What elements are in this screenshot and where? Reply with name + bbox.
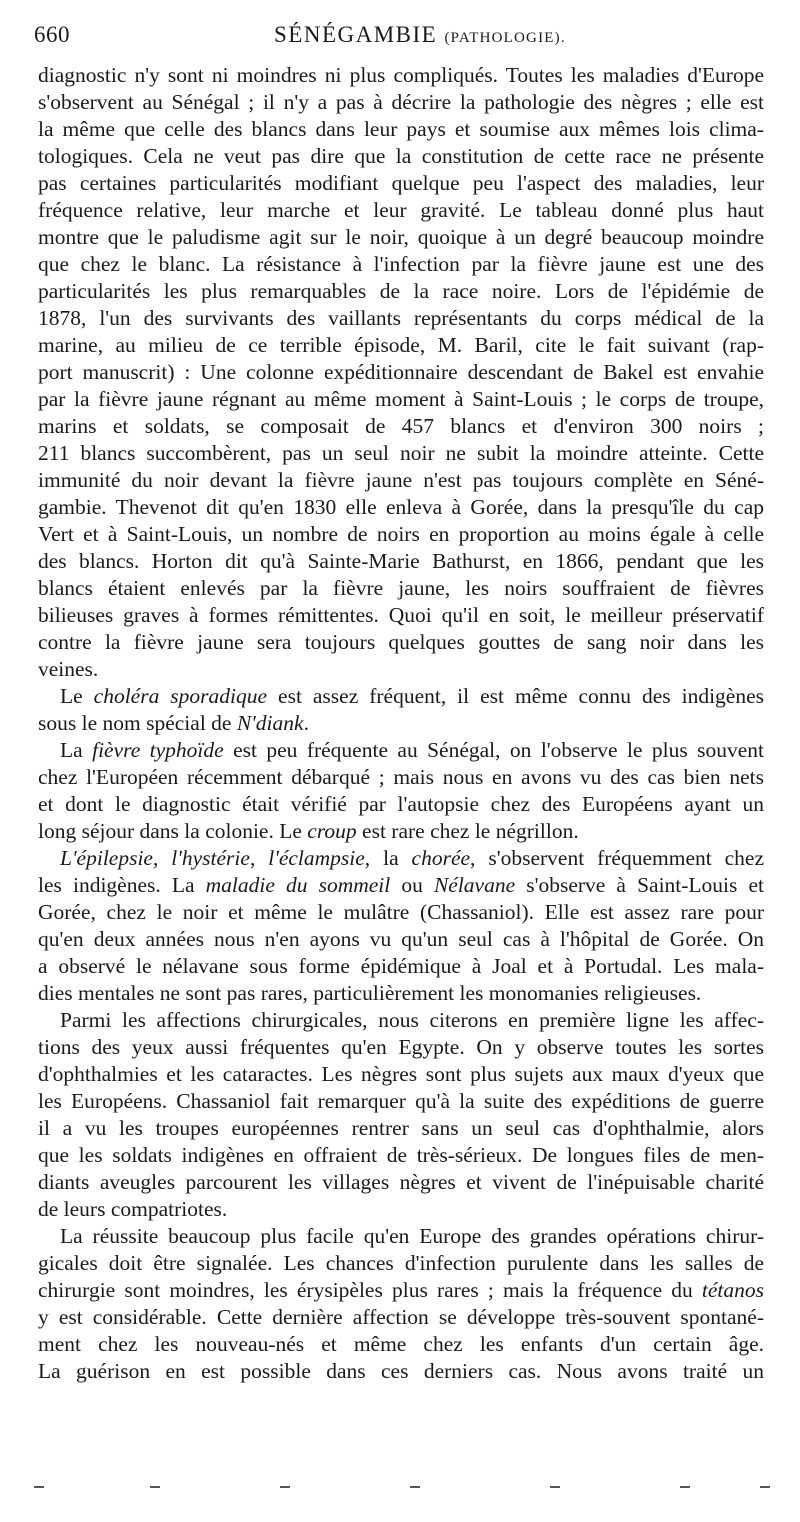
text-line: [38, 980, 764, 1007]
text-line: [38, 305, 764, 332]
text-run: gambie. Thevenot dit qu'en 1830 elle enleva à Gorée, dans la presqu'île du cap: [38, 495, 764, 519]
text-line: [38, 710, 764, 737]
text-line: [38, 386, 764, 413]
text-run: s'observent au Sénégal ; il n'y a pas à décrire la pathologie des nègres ; elle est: [38, 90, 764, 114]
text-line: [38, 62, 764, 89]
text-run: par la fièvre jaune régnant au même moment à Saint-Louis ; le corps de troupe,: [38, 387, 764, 411]
text-line: [38, 818, 764, 845]
italic-term: L'épilepsie: [60, 846, 153, 870]
text-run: est peu fréquente au Sénégal, on l'observe le plus souvent: [223, 738, 764, 762]
text-run: que les soldats indigènes en offraient de très-sérieux. De longues files de men-: [38, 1143, 764, 1167]
text-run: les indigènes. La: [38, 873, 206, 897]
text-run: long séjour dans la colonie. Le: [38, 819, 308, 843]
text-line: [38, 953, 764, 980]
italic-term: chorée: [411, 846, 471, 870]
text-line: [38, 413, 764, 440]
text-line: [38, 1196, 764, 1223]
text-run: La réussite beaucoup plus facile qu'en Europe des grandes opérations chirur-: [60, 1224, 764, 1248]
text-run: bilieuses graves à formes rémittentes. Quoi qu'il en soit, le meilleur préservatif: [38, 603, 764, 627]
text-run: Le: [60, 684, 94, 708]
text-run: s'observe à Saint-Louis et: [515, 873, 764, 897]
text-run: fréquence relative, leur marche et leur gravité. Le tableau donné plus haut: [38, 198, 764, 222]
italic-term: choléra sporadique: [93, 684, 268, 708]
text-run: de leurs compatriotes.: [38, 1197, 228, 1221]
text-run: blancs étaient enlevés par la fièvre jaune, les noirs souffraient de fièvres: [38, 576, 764, 600]
text-run: les Européens. Chassaniol fait remarquer qu'à la suite des expéditions de guerre: [38, 1089, 764, 1113]
text-run: ,: [152, 846, 172, 870]
text-line: [38, 359, 764, 386]
text-run: d'ophthalmies et les cataractes. Les nègres sont plus sujets aux maux d'yeux que: [38, 1062, 764, 1086]
text-line: [38, 1331, 764, 1358]
text-line: [38, 683, 764, 710]
text-line: [38, 1169, 764, 1196]
text-run: , s'observent fréquemment chez: [470, 846, 764, 870]
italic-term: maladie du sommeil: [205, 873, 391, 897]
text-line: [38, 845, 764, 872]
text-run: ,: [249, 846, 269, 870]
page-number: 660: [34, 22, 70, 47]
text-run: et dont le diagnostic était vérifié par l'autopsie chez des Européens ayant un: [38, 792, 764, 816]
italic-term: croup: [307, 819, 357, 843]
text-line: [38, 332, 764, 359]
text-run: Vert et à Saint-Louis, un nombre de noirs en proportion au moins égale à celle: [38, 522, 764, 546]
text-line: [38, 467, 764, 494]
text-run: marine, au milieu de ce terrible épisode, M. Baril, cite le fait suivant (rap-: [38, 333, 764, 357]
text-run: veines.: [38, 657, 99, 681]
text-line: [38, 1007, 764, 1034]
text-line: [38, 170, 764, 197]
text-run: chez l'Européen récemment débarqué ; mais nous en avons vu des cas bien nets: [38, 765, 764, 789]
text-line: [38, 1034, 764, 1061]
text-line: [38, 440, 764, 467]
text-run: la même que celle des blancs dans leur pays et soumise aux mêmes lois clima-: [38, 117, 764, 141]
text-line: [38, 143, 764, 170]
text-line: [38, 1223, 764, 1250]
text-body: [38, 62, 764, 1385]
text-run: contre la fièvre jaune sera toujours quelques gouttes de sang noir dans les: [38, 630, 764, 654]
text-run: diagnostic n'y sont ni moindres ni plus compliqués. Toutes les maladies d'Europe: [38, 63, 764, 87]
italic-term: tétanos: [701, 1278, 764, 1302]
text-line: [38, 1358, 764, 1385]
text-run: est rare chez le négrillon.: [356, 819, 579, 843]
footer-marks: [30, 1478, 770, 1498]
text-line: [38, 1061, 764, 1088]
text-run: marins et soldats, se composait de 457 blancs et d'environ 300 noirs ;: [38, 414, 764, 438]
italic-term: Nélavane: [433, 873, 516, 897]
text-line: [38, 575, 764, 602]
text-run: , la: [364, 846, 412, 870]
running-head: [274, 22, 566, 48]
text-line: [38, 494, 764, 521]
text-line: [38, 1088, 764, 1115]
text-run: que chez le blanc. La résistance à l'infection par la fièvre jaune est une des: [38, 252, 764, 276]
text-run: tologiques. Cela ne veut pas dire que la constitution de cette race ne présente: [38, 144, 764, 168]
text-run: diants aveugles parcourent les villages nègres et vivent de l'inépuisable charité: [38, 1170, 764, 1194]
text-run: La: [60, 738, 93, 762]
text-line: [38, 278, 764, 305]
italic-term: l'éclampsie: [268, 846, 365, 870]
text-run: montre que le paludisme agit sur le noir, quoique à un degré beaucoup moindre: [38, 225, 764, 249]
text-run: .: [303, 711, 309, 735]
text-line: [38, 602, 764, 629]
italic-term: l'hystérie: [171, 846, 250, 870]
text-run: pas certaines particularités modifiant quelque peu l'aspect des maladies, leur: [38, 171, 764, 195]
text-line: [38, 89, 764, 116]
text-line: [38, 872, 764, 899]
text-run: des blancs. Horton dit qu'à Sainte-Marie Bathurst, en 1866, pendant que les: [38, 549, 764, 573]
text-line: [38, 224, 764, 251]
text-run: il a vu les troupes européennes rentrer sans un seul cas d'ophthalmie, alors: [38, 1116, 764, 1140]
text-run: port manuscrit) : Une colonne expéditionnaire descendant de Bakel est envahie: [38, 360, 764, 384]
text-run: ou: [390, 873, 434, 897]
text-line: [38, 548, 764, 575]
text-line: [38, 791, 764, 818]
text-run: tions des yeux aussi fréquentes qu'en Egypte. On y observe toutes les sortes: [38, 1035, 764, 1059]
text-run: gicales doit être signalée. Les chances d'infection purulente dans les salles de: [38, 1251, 764, 1275]
text-line: [38, 116, 764, 143]
text-run: y est considérable. Cette dernière affection se développe très-souvent spontané-: [38, 1305, 764, 1329]
text-run: dies mentales ne sont pas rares, particulièrement les monomanies religieuses.: [38, 981, 702, 1005]
text-line: [38, 1250, 764, 1277]
text-run: 1878, l'un des survivants des vaillants représentants du corps médical de la: [38, 306, 764, 330]
text-run: chirurgie sont moindres, les érysipèles plus rares ; mais la fréquence du: [38, 1278, 702, 1302]
text-line: [38, 656, 764, 683]
text-run: qu'en deux années nous n'en ayons vu qu'un seul cas à l'hôpital de Gorée. On: [38, 927, 764, 951]
italic-term: N'diank: [236, 711, 304, 735]
page-header: [34, 14, 774, 48]
text-line: [38, 764, 764, 791]
text-run: a observé le nélavane sous forme épidémique à Joal et à Portudal. Les mala-: [38, 954, 764, 978]
text-line: [38, 1304, 764, 1331]
running-head-subtitle: (PATHOLOGIE).: [444, 30, 566, 46]
text-line: [38, 926, 764, 953]
text-line: [38, 899, 764, 926]
italic-term: fièvre typhoïde: [92, 738, 224, 762]
text-run: 211 blancs succombèrent, pas un seul noir ne subit la moindre atteinte. Cette: [38, 441, 764, 465]
text-line: [38, 737, 764, 764]
text-line: [38, 629, 764, 656]
running-head-title: SÉNÉGAMBIE: [274, 22, 438, 47]
text-line: [38, 1142, 764, 1169]
text-run: immunité du noir devant la fièvre jaune n'est pas toujours complète en Séné-: [38, 468, 764, 492]
text-run: Gorée, chez le noir et même le mulâtre (Chassaniol). Elle est assez rare pour: [38, 900, 764, 924]
text-line: [38, 251, 764, 278]
text-run: sous le nom spécial de: [38, 711, 237, 735]
text-line: [38, 197, 764, 224]
text-line: [38, 521, 764, 548]
text-run: est assez fréquent, il est même connu des indigènes: [267, 684, 764, 708]
text-run: ment chez les nouveau-nés et même chez les enfants d'un certain âge.: [38, 1332, 764, 1356]
text-line: [38, 1277, 764, 1304]
text-run: Parmi les affections chirurgicales, nous citerons en première ligne les affec-: [60, 1008, 764, 1032]
text-line: [38, 1115, 764, 1142]
text-run: La guérison en est possible dans ces derniers cas. Nous avons traité un: [38, 1359, 764, 1383]
text-run: particularités les plus remarquables de la race noire. Lors de l'épidémie de: [38, 279, 764, 303]
